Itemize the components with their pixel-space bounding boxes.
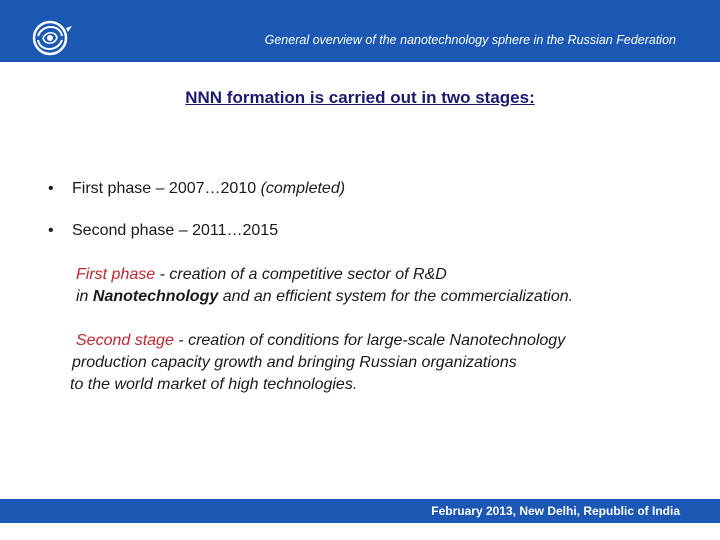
header-title: General overview of the nanotechnology sphere in the Russian Federation [264,33,676,47]
second-stage-line-1: - creation of conditions for large-scale Nanotechnology [173,332,566,349]
footer-bar [0,499,720,523]
bullet-text: First phase – 2007…2010 [72,180,261,197]
second-stage-paragraph [70,330,565,396]
list-item [48,220,688,262]
first-phase-text-prefix: in [76,288,93,305]
bullet-note: (completed) [260,180,346,197]
nanotechnology-emphasis: Nanotechnology [92,288,219,305]
first-phase-paragraph [76,264,573,308]
bullet-text: Second phase – 2011…2015 [72,222,279,239]
phase-list [48,178,688,262]
bullet-icon: • [48,180,54,197]
first-phase-text: - creation of a competitive sector of R&D [155,266,447,283]
first-phase-text-suffix: and an efficient system for the commercialization. [218,288,574,305]
second-stage-line-3: to the world market of high technologies. [70,376,358,393]
second-stage-line-2: production capacity growth and bringing Russian organizations [72,354,517,371]
list-item [48,178,688,220]
header-bar [0,0,720,62]
second-stage-label: Second stage [76,332,174,349]
circular-swirl-logo-icon [28,18,74,58]
footer-text: February 2013, New Delhi, Republic of India [431,504,680,518]
first-phase-label: First phase [76,266,156,283]
page-title: NNN formation is carried out in two stages: [185,88,535,107]
bullet-icon: • [48,222,54,239]
